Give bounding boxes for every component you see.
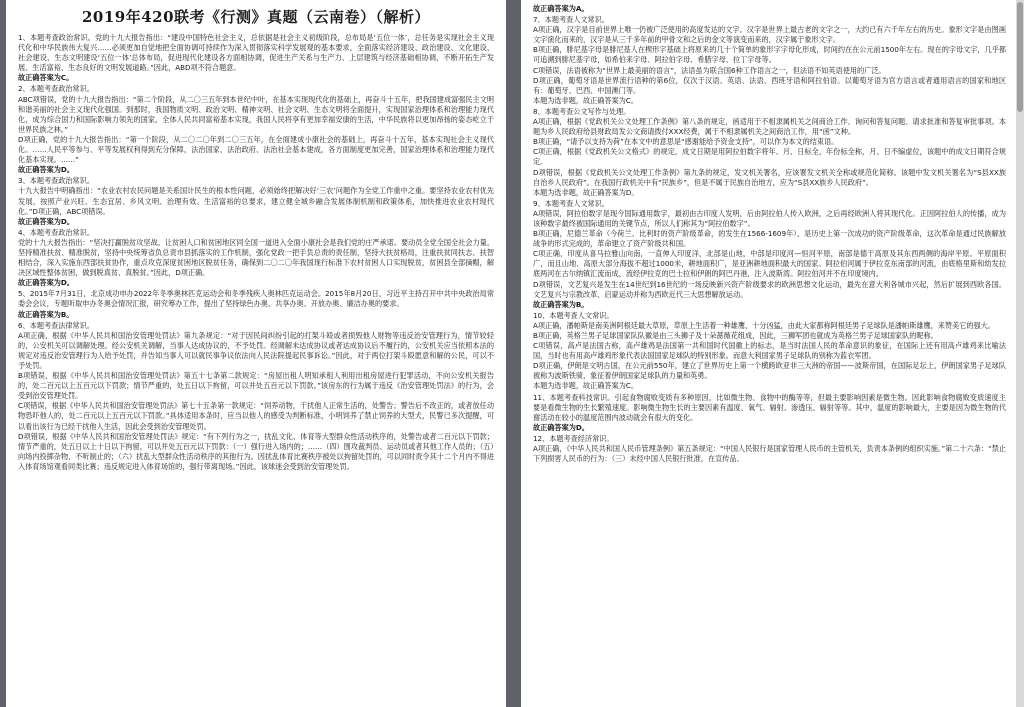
paragraph: 本题为选非题，故正确答案为D。: [533, 187, 639, 197]
paragraph: A项正确，根据《党政机关公文处理工作条例》第八条的规定，函适用于不相隶属机关之间商洽工作、询问和答复问题、请求批准和答复审批事项。本题为乡人民政府给县财政局发公文商请拨付XXX经费，属于不相隶属机关之间商洽工作，用“函”文种。: [533, 117, 1006, 137]
paragraph: 4、本题考查政治常识。: [18, 227, 94, 237]
paragraph: D项正确，葡萄牙语是世界流行语种的第6位，仅次于汉语、英语、法语、西班牙语和阿拉伯语。以葡萄牙语为官方语言或者通用语言的国家和地区有：葡萄牙、巴西、中国澳门等。: [533, 75, 1006, 95]
paragraph: B项正确，腓尼基字母是腓尼基人在楔形字基础上将原来的几十个简单的象形字字母化形成，时间约在在公元前1500年左右。现在的字母文字，几乎都可追溯到腓尼基字母，如希伯来字母、阿拉伯字母、希腊字母、拉丁字母等。: [533, 45, 1006, 65]
paragraph: C项错误，法语被称为“世界上最美丽的语言”，法语虽为联合国6种工作语言之一，但法语不如英语使用的广泛。: [533, 65, 886, 75]
paragraph: B项正确，英格兰男子足球国家队队徽是由三头狮子及十朵蔷薇花组成，因此，三狮军团也就成为英格兰男子足球国家队的昵称。: [533, 331, 938, 340]
paragraph: D项错误，文艺复兴是发生在14世纪到16世纪的一场反映新兴资产阶级要求的欧洲思想文化运动，最先在意大利各城市兴起，然后扩展到西欧各国。文艺复兴与宗教改革、启蒙运动并称为西欧近代三大思想解放运动。: [533, 279, 1006, 299]
page-1-body: [18, 33, 494, 472]
answer-line: 故正确答案为B。: [18, 309, 74, 319]
paragraph: A项错误，阿拉伯数字是现今国际通用数字，最初由古印度人发明，后由阿拉伯人传入欧洲，之后再经欧洲人将其现代化。正因阿拉伯人的传播，成为该种数字最终被国际通用的关键节点，所以人们称其为“阿拉伯数字”。: [533, 208, 1006, 228]
answer-line: 故正确答案为D。: [18, 165, 74, 175]
paragraph: 党的十九大报告指出：“坚决打赢脱贫攻坚战。让贫困人口和贫困地区同全国一道进入全面小康社会是我们党的庄严承诺。要动员全党全国全社会力量，坚持精准扶贫、精准脱贫，坚持中央统筹省负总责市县抓落实的工作机制，强化党政一把手负总责的责任制，坚持大扶贫格局，注重扶贫同扶志、扶智相结合，深入实施东西部扶贫协作，重点攻克深度贫困地区脱贫任务，确保到二〇二〇年我国现行标准下农村贫困人口实现脱贫，贫困县全部摘帽，解决区域性整体贫困，做到脱真贫、真脱贫。”因此，D项正确。: [18, 237, 494, 278]
answer-line: 故正确答案为C。: [18, 73, 74, 83]
document-page-1: [6, 0, 506, 707]
paragraph: A项正确，汉字是目前世界上唯一仍被广泛使用的高度发达的文字。汉字是世界上最古老的文字之一，大约已有六千年左右的历史。象形文字是由图画文字演化而来的，汉字是从三千多年前的甲骨文和之后的金文等演变而来的，汉字属于象形文字。: [533, 25, 1006, 45]
paragraph: A项正确，《中华人民共和国人民币管理条例》第五条规定：“中国人民银行是国家管理人民币的主管机关，负责本条例的组织实施。”第二十六条：“禁止下列损害人民币的行为：（三）未经中国人民银行批准，在宣传品、: [533, 444, 1006, 464]
paragraph: 本题为选非题，故正确答案为C。: [533, 95, 638, 105]
paragraph: 10、本题考查人文常识。: [533, 310, 614, 320]
paragraph: B项正确，“请予以支持为荷”在本文中的意思是“感谢能给予资金支持”，可以作为本文的结束语。: [533, 137, 839, 147]
paragraph: D项正确，伊朗是文明古国，在公元前550年，建立了世界历史上第一个横跨欧亚非三大洲的帝国——波斯帝国，在国际足坛上，伊朗国家男子足球队被称为波斯铁骑，象征着伊朗国家足球队的力量和英勇。: [533, 361, 1006, 381]
paragraph: B项正确，尼德兰革命（今荷兰、比利时的资产阶级革命，的发生在1566-1609年），是历史上第一次成功的资产阶级革命，这次革命是通过民族解放战争的形式完成的，革命建立了资产阶级共和国。: [533, 229, 1006, 249]
paragraph: C项正确，根据《党政机关公文格式》的规定，成文日期是用阿拉伯数字将年、月、日标全，年份标全称，月、日不编虚位，该题中的成文日期符合规定。: [533, 147, 1006, 167]
answer-line: 故正确答案为D。: [533, 422, 589, 432]
paragraph: 12、本题考查经济常识。: [533, 433, 614, 443]
paragraph: 本题为选非题，故正确答案为C。: [533, 381, 638, 391]
paragraph: D项正确，党的十九大报告指出：“第一个阶段，从二〇二〇年到二〇三五年，在全面建成小康社会的基础上，再奋斗十五年，基本实现社会主义现代化。……人民平等参与、平等发展权利得到充分保障，法治国家、法治政府、法治社会基本建成，各方面制度更加完善，国家治理体系和治理能力现代化基本实现。……”: [18, 134, 494, 165]
page-2-body: [533, 4, 1006, 464]
paragraph: 6、本题考查法律常识。: [18, 320, 94, 330]
scrollbar-thumb[interactable]: [1017, 2, 1023, 112]
answer-line: 故正确答案为D。: [18, 278, 74, 288]
document-title: 2019年420联考《行测》真题（云南卷）（解析）: [81, 8, 431, 26]
answer-line: 故正确答案为B。: [533, 299, 589, 309]
paragraph: B项错误，根据《中华人民共和国治安管理处罚法》第五十七条第二款规定：“房屋出租人明知承租人利用出租房屋进行犯罪活动，不向公安机关报告的，处二百元以上五百元以下罚款；情节严重的，处五日以下拘留，可以并处五百元以下罚款。”该房东的行为属于违反《治安管理处罚法》的行为，会受到治安管理处罚。: [18, 371, 494, 401]
document-page-2: [521, 0, 1018, 707]
vertical-scrollbar[interactable]: [1016, 0, 1024, 707]
paragraph: A项正确，根据《中华人民共和国治安管理处罚法》第九条规定：“对于因民间纠纷引起的打架斗殴或者损毁他人财物等违反治安管理行为，情节较轻的，公安机关可以调解处理。经公安机关调解，当事人达成协议的，不予处罚。经调解未达成协议或者达成协议后不履行的，公安机关应当依照本法的规定对违反治安管理行为人给予处罚，并告知当事人可以就民事争议依法向人民法院提起民事诉讼。”因此，对于两位打架斗殴愿意和解的公民，可以不予处罚。: [18, 330, 494, 370]
answer-line: 故正确答案为A。: [533, 4, 589, 13]
paragraph: 9、本题考查人文常识。: [533, 198, 609, 208]
paragraph: 2、本题考查政治常识。: [18, 84, 94, 94]
paragraph: D项错误，根据《党政机关公文处理工作条例》第九条的规定，发文机关署名，应该署发文机关全称或规范化简称。该题中发文机关署名为“S县XX族自治乡人民政府”。在我国行政机关中有“民族乡”，但是不属于民族自治地方，应为“S县XX族乡人民政府”。: [533, 167, 1006, 187]
paragraph: 8、本题考查公文写作与处理。: [533, 106, 631, 116]
paragraph: 7、本题考查人文常识。: [533, 15, 609, 25]
paragraph: 5、2015年7月31日，北京成功申办2022年冬季奥林匹克运动会和冬季残疾人奥林匹克运动会。2015年8月20日，习近平主持召开中共中央政治局常委会会议，专题听取申办冬奥会情况汇报，研究筹办工作，提出了坚持绿色办奥、共享办奥、开放办奥、廉洁办奥的要求。: [18, 289, 494, 309]
answer-line: 故正确答案为D。: [18, 216, 74, 226]
paragraph: C项错误，根据《中华人民共和国治安管理处罚法》第七十五条第一款规定：“饲养动物，干扰他人正常生活的，处警告；警告后不改正的，或者放任动物恐吓他人的，处二百元以上五百元以下罚款。”具体适用本条时，应当以他人的感受为判断标准，小明饲养了禁止饲养的大型犬，民警已多次提醒，可以看出该行为已经干扰他人生活，因此会受到治安管理处罚。: [18, 401, 494, 431]
paragraph: 3、本题考查政治常识。: [18, 176, 94, 186]
paragraph: C项正确，印度从喜马拉雅山向南，一直伸入印度洋，北部是山地，中部是印度河—恒河平原，南部是德干高原及其东西两侧的海岸平原。平原面积广，而且山地、高原大部分海拔不超过1000米，耕地面积广，是亚洲耕地面积最大的国家。阿拉伯河属于伊拉克东南部的河流，由底格里斯和幼发拉底两河在古尔纳镇汇流而成，流经伊拉克的巴士拉和伊朗的阿巴丹港，注入波斯湾。阿拉伯河并不在印度境内。: [533, 249, 1006, 279]
paragraph: 1、本题考查政治常识。党的十九大报告指出：“建设中国特色社会主义，总依据是社会主义初级阶段，总布局是‘五位一体’，总任务是实现社会主义现代化和中华民族伟大复兴……必须更加自觉地把全面协调可持续作为深入贯彻落实科学发展观的基本要求，全面落实经济建设、政治建设、文化建设、社会建设、生态文明建设‘五位一体’总体布局，促进现代化建设各方面相协调，促进生产关系与生产力、上层建筑与经济基础相协调，不断开拓生产发展、生活富裕、生态良好的文明发展道路。”因此，ABD项不符合题意。: [18, 33, 494, 73]
paragraph: ABC项错误，党的十九大报告指出：“第二个阶段，从二〇三五年到本世纪中叶，在基本实现现代化的基础上，再奋斗十五年，把我国建成富强民主文明和谐美丽的社会主义现代化强国。到那时，我国物质文明、政治文明、精神文明、社会文明、生态文明将全面提升，实现国家治理体系和治理能力现代化，成为综合国力和国际影响力领先的国家，全体人民共同富裕基本实现，我国人民将享有更加幸福安康的生活，中华民族将以更加昂扬的姿态屹立于世界民族之林。”: [18, 94, 494, 134]
paragraph: C项错误，高卢是法国古称，高卢雄鸡是法国第一共和国时代国徽上的标志，是当时法国人民的革命意识的象征，在国际上还有用高卢雄鸡来比喻法国，当时也有用高卢雄鸡形象代表法国国家足球队的特别形象。而意大利国家男子足球队的别称为蓝衣军团。: [533, 341, 1006, 361]
paragraph: A项正确，潘帕斯是南美洲阿根廷最大草原，草原上生活着一种雄鹰，十分凶猛，由此大家都称阿根廷男子足球队是潘帕斯雄鹰，来赞美它的强大。: [533, 320, 995, 330]
paragraph: 11、本题考查科技常识。引起食物腐败变质有多种原因，比如微生物、食物中的酶等等，但最主要影响因素是微生物。因此影响食物腐败变质速度主要是看微生物的生长繁殖速度。影响微生物生长的主要因素有温度、氧气、辐射、渗透压、辐射等等。其中，温度的影响最大，主要是因为微生物的代谢活动在较小的温度范围内波动就会有很大的变化。: [533, 392, 1006, 422]
paragraph: D项错误，根据《中华人民共和国治安管理处罚法》规定：“有下列行为之一，扰乱文化、体育等大型群众性活动秩序的，处警告或者二百元以下罚款；情节严重的，处五日以上十日以下拘留，可以并处五百元以下罚款：（一）强行进入场内的；……（四）围攻裁判员、运动员或者其他工作人员的；（五）向场内投掷杂物，不听制止的；（六）扰乱大型群众性活动秩序的其他行为。因扰乱体育比赛秩序被处以拘留处罚的，可以同时责令其十二个月内不得进入体育场馆观看同类比赛；违反规定进入体育场馆的，强行带离现场。”因此，该球迷会受到治安管理处罚。: [18, 431, 494, 471]
paragraph: 十九大报告中明确指出：“农业农村农民问题是关系国计民生的根本性问题，必须始终把解决好‘三农’问题作为全党工作重中之重。要坚持农业农村优先发展，按照产业兴旺、生态宜居、乡风文明、治理有效、生活富裕的总要求，建立健全城乡融合发展体制机制和政策体系，加快推进农业农村现代化。”D项正确，ABC项错误。: [18, 186, 494, 216]
